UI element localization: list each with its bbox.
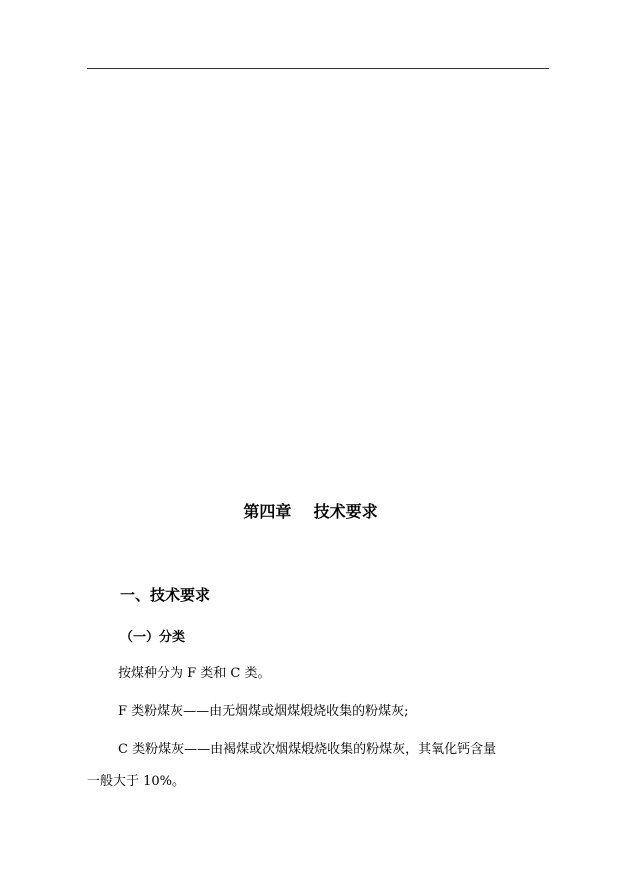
paragraph-classification: 按煤种分为 F 类和 C 类。 <box>118 666 271 681</box>
chapter-title: 第四章 技术要求 <box>243 502 378 521</box>
section-heading: 一、技术要求 <box>120 586 211 604</box>
paragraph-c-class-continued: 一般大于 10%。 <box>87 774 186 789</box>
paragraph-f-class: F 类粉煤灰——由无烟煤或烟煤煅烧收集的粉煤灰; <box>118 704 409 719</box>
subsection-heading: （一）分类 <box>120 630 186 645</box>
paragraph-c-class: C 类粉煤灰——由褐煤或次烟煤煅烧收集的粉煤灰，其氧化钙含量 <box>118 742 497 757</box>
header-rule <box>87 68 549 69</box>
